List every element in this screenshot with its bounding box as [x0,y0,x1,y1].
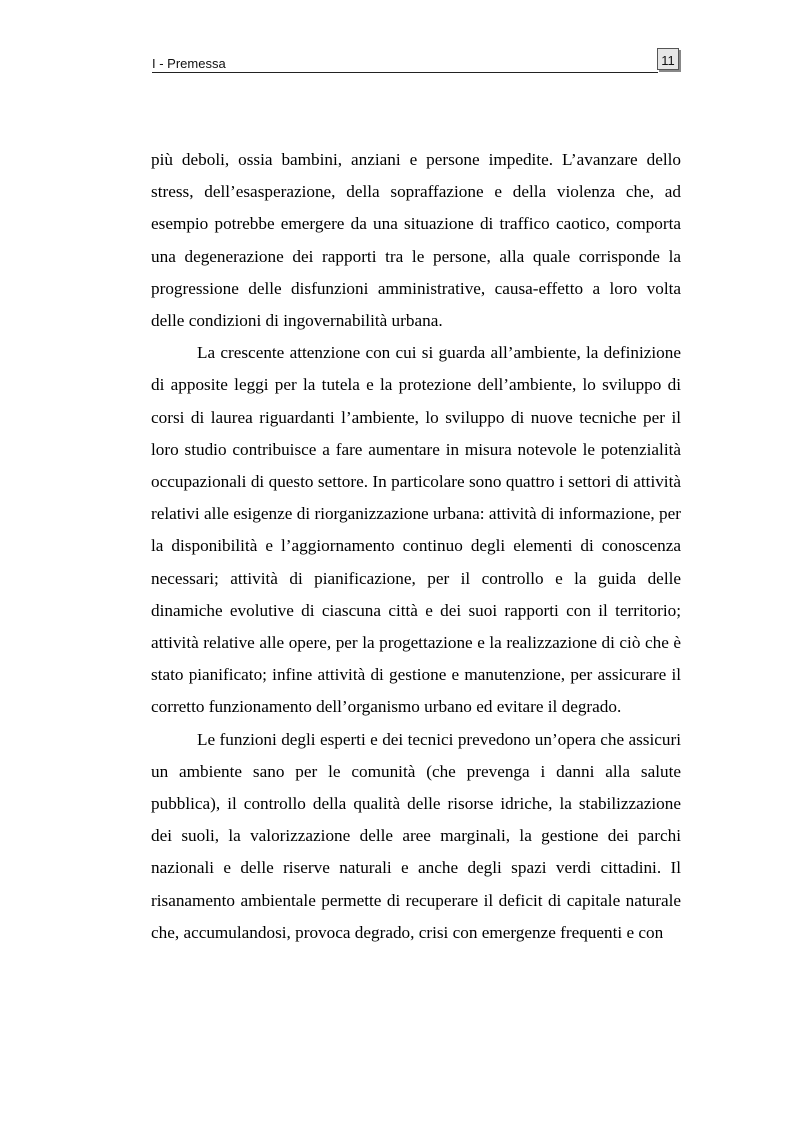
page-number: 11 [657,48,679,70]
paragraph: più deboli, ossia bambini, anziani e persone impedite. L’avanzare dello stress, dell’esasperazione, della sopraffazione e della violenza che, ad esempio potrebbe emergere da una situazione di traffico caotico, comporta una degenerazione dei rapporti tra le persone, alla quale corrisponde la progressione delle disfunzioni amministrative, causa-effetto a loro volta delle condizioni di ingovernabilità urbana. [151,150,681,331]
page-header [152,48,682,73]
paragraph: Le funzioni degli esperti e dei tecnici prevedono un’opera che assicuri un ambiente sano per le comunità (che prevenga i danni alla salute pubblica), il controllo della qualità delle risorse idriche, la stabilizzazione dei suoli, la valorizzazione delle aree marginali, la gestione dei parchi nazionali e delle riserve naturali e anche degli spazi verdi cittadini. Il risanamento ambientale permette di recuperare il deficit di capitale naturale che, accumulandosi, provoca degrado, crisi con emergenze frequenti e con [151,729,681,942]
header-rule [152,72,658,73]
body-text [151,144,681,949]
chapter-title: I - Premessa [152,56,226,71]
paragraph: La crescente attenzione con cui si guarda all’ambiente, la definizione di apposite leggi per la tutela e la protezione dell’ambiente, lo sviluppo di corsi di laurea riguardanti l’ambiente, lo sviluppo di nuove tecniche per il loro studio contribuisce a fare aumentare in misura notevole le potenzialità occupazionali di questo settore. In particolare sono quattro i settori di attività relativi alle esigenze di riorganizzazione urbana: attività di informazione, per la disponibilità e l’aggiornamento continuo degli elementi di conoscenza necessari; attività di pianificazione, per il controllo e la guida delle dinamiche evolutive di ciascuna città e dei suoi rapporti con il territorio; attività relative alle opere, per la progettazione e la realizzazione di ciò che è stato pianificato; infine attività di gestione e manutenzione, per assicurare il corretto funzionamento dell’organismo urbano ed evitare il degrado. [151,343,681,717]
